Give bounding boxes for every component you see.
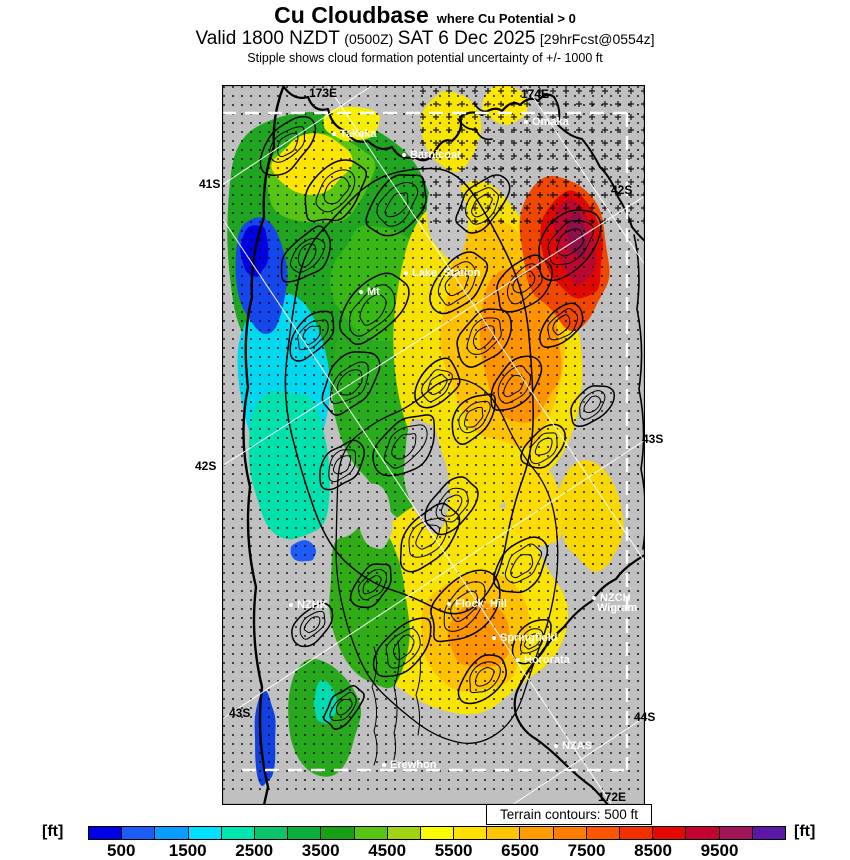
colorbar-segment	[454, 827, 487, 839]
title-line	[0, 2, 850, 28]
colorbar-tick-label: 4500	[368, 841, 407, 860]
site-label-text: Hororata	[524, 654, 570, 666]
site-label-text: Wigram	[597, 602, 638, 614]
colorbar-tick-label: 6500	[501, 841, 540, 860]
colorbar-unit-left: [ft]	[42, 823, 64, 840]
site-marker-icon	[592, 596, 596, 600]
colorbar-segment	[554, 827, 587, 839]
site-marker-icon	[447, 602, 451, 606]
colorbar-segment	[255, 827, 288, 839]
site-marker-icon	[554, 744, 558, 748]
colorbar-tick-label: 7500	[567, 841, 606, 860]
site-marker-icon	[359, 290, 363, 294]
forecast-map	[222, 85, 645, 805]
site-marker-icon	[289, 603, 293, 607]
colorbar-segment	[620, 827, 653, 839]
colorbar-segment	[122, 827, 155, 839]
colorbar-tick-label: 9500	[700, 841, 739, 860]
colorbar-segment	[520, 827, 553, 839]
site-label	[332, 128, 377, 140]
grid-label: 42S	[611, 183, 633, 197]
colorbar-tick-label: 8500	[634, 841, 672, 860]
site-label-text: Barnicoat	[410, 149, 461, 161]
site-marker-icon	[524, 120, 528, 124]
grid-label: 173E	[309, 86, 338, 100]
site-label	[516, 654, 570, 666]
colorbar-segment	[355, 827, 388, 839]
site-marker-icon	[382, 763, 386, 767]
grid-label: 42S	[195, 459, 217, 473]
site-label	[554, 740, 592, 752]
colorbar-segment	[587, 827, 620, 839]
site-label-text: Springfield	[500, 632, 558, 644]
site-marker-icon	[492, 636, 496, 640]
site-label	[447, 598, 507, 610]
cloudbase-colorbar	[88, 826, 786, 840]
colorbar-segment	[321, 827, 354, 839]
colorbar-segment	[388, 827, 421, 839]
grid-label: 43S	[229, 706, 251, 720]
stipple-note: Stipple shows cloud formation potential uncertainty of +/- 1000 ft	[247, 51, 603, 66]
site-label	[382, 759, 436, 771]
colorbar-segment	[720, 827, 753, 839]
valid-date: SAT 6 Dec 2025	[397, 28, 536, 50]
title-qualifier: where Cu Potential > 0	[436, 11, 576, 26]
colorbar-segment	[653, 827, 686, 839]
site-label	[289, 599, 328, 611]
colorbar-tick-label: 2500	[235, 841, 274, 860]
colorbar-segment	[421, 827, 454, 839]
site-label-text: Omaka	[532, 116, 569, 128]
colorbar-segment	[155, 827, 188, 839]
forecast-run: [29hrFcst@0554z]	[539, 31, 655, 48]
site-label	[492, 632, 557, 644]
site-label	[402, 149, 461, 161]
valid-time: Valid 1800 NZDT	[195, 28, 340, 50]
colorbar-segment	[288, 827, 321, 839]
colorbar-segment	[753, 827, 785, 839]
site-label-text: Lake_Station	[412, 267, 481, 279]
grid-label: 172E	[598, 790, 627, 804]
site-label-text: Takaka	[340, 128, 377, 140]
colorbar-segment	[189, 827, 222, 839]
map-canvas	[222, 85, 645, 805]
colorbar-tick-label: 3500	[301, 841, 340, 860]
grid-label: 44S	[634, 710, 656, 724]
site-label	[597, 602, 637, 614]
site-label	[359, 286, 380, 298]
colorbar-segment	[222, 827, 255, 839]
site-marker-icon	[402, 153, 406, 157]
site-label-text: Flock_Hill	[455, 598, 507, 610]
colorbar-segment	[686, 827, 719, 839]
site-label	[524, 116, 569, 128]
site-label-text: NZAS	[562, 740, 592, 752]
grid-label: 43S	[642, 432, 664, 446]
site-label-text: Mt	[367, 286, 380, 298]
grid-label: 41S	[199, 177, 221, 191]
colorbar-segment	[487, 827, 520, 839]
page-title: Cu Cloudbase	[274, 2, 429, 28]
colorbar-tick-label: 500	[107, 841, 136, 860]
colorbar-segment	[89, 827, 122, 839]
colorbar-unit-right: [ft]	[794, 823, 816, 840]
site-marker-icon	[332, 132, 336, 136]
header	[0, 2, 850, 66]
site-marker-icon	[516, 658, 520, 662]
site-label-text: Erewhon	[390, 759, 437, 771]
site-label-text: NZHK	[297, 599, 328, 611]
colorbar-tick-label: 1500	[168, 841, 207, 860]
site-label-text: NZCH	[600, 592, 631, 604]
terrain-contours-note: Terrain contours: 500 ft	[486, 804, 652, 825]
site-label	[404, 267, 480, 279]
valid-line	[0, 28, 850, 50]
colorbar-tick-label: 5500	[434, 841, 473, 860]
site-marker-icon	[404, 271, 408, 275]
grid-label: 174E	[521, 87, 550, 101]
valid-utc: (0500Z)	[344, 31, 394, 48]
